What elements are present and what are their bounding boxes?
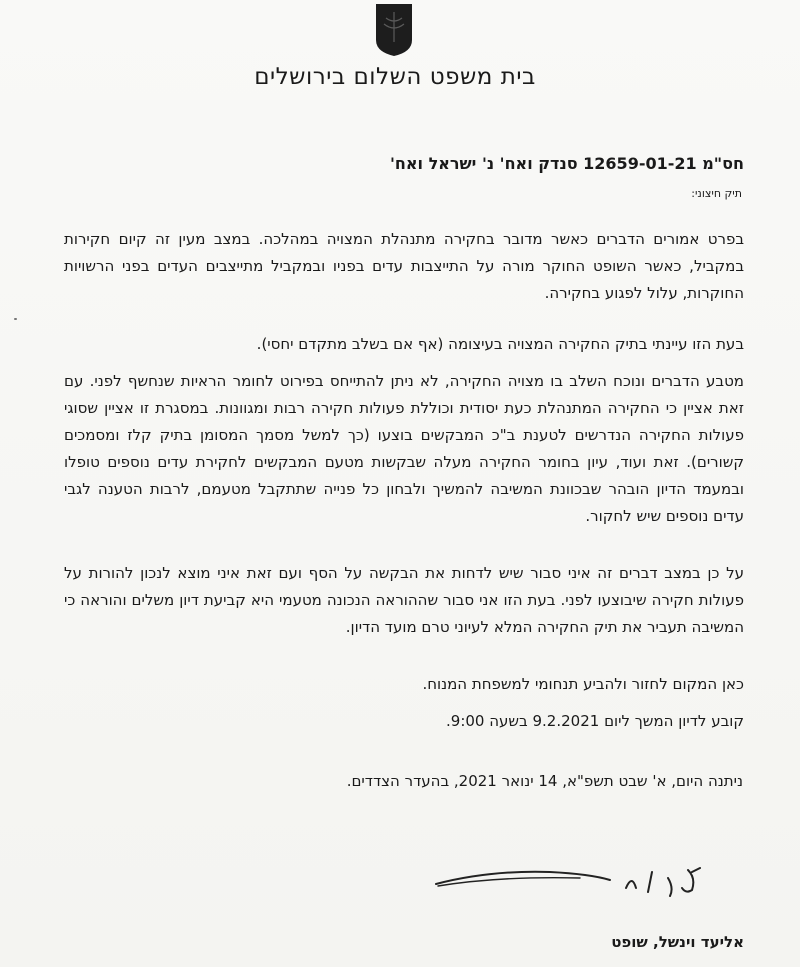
court-name: בית משפט השלום בירושלים	[254, 64, 536, 90]
paragraph-3: מטבע הדברים ונוכח השלב בו מצויה החקירה, לא ניתן להתייחס בפירוט לחומר הראיות שנחשף לפני. עם זאת אציין כי החקירה המתנהלת כעת יסודית וכוללת פעולות חקירה רבות ומגוונות. במסגרת זו אציין שסוגי פעולות החקירה הנדרשים לטענת ב"כ המבקשים בוצעו (כך למשל מסמך המסומן בתיק קלז ומסמכים קשורים). זאת ועוד, עיון בחומר החקירה מעלה שבקשות מטעם המבקשים לחקירת עדים נוספים טופלו ובמעמד הדיון הובהר שבכוונת המשיבה להמשיך ולבחון כל פנייה שתתקבל מטעמם, לרבות הטענה לגבי עדים נוספים שיש לחקור.	[64, 372, 744, 525]
judge-name: אליעד וינשל, שופט	[611, 933, 744, 951]
given-date-line: ניתנה היום, א' שבט תשפ"א, 14 ינואר 2021, בהעדר הצדדים.	[346, 772, 743, 790]
case-title: חס"מ 12659-01-21 סנדק ואח' נ' ישראל ואח'	[389, 154, 744, 173]
judge-signature	[430, 848, 720, 918]
paragraph-4: על כן במצב דברים זה איני סבור שיש לדחות את הבקשה על הסף ועם זאת איני מוצא לנכון להורות על פעולות חקירה שיבוצעו לפני. בעת הזו אני סבור שההוראה הנכונה מטעמי היא קביעת דיון משלים והוראה כי המשיבה תעביר את תיק החקירה המלא לעיוני טרם מועד הדיון.	[64, 564, 744, 636]
state-emblem-icon	[374, 2, 414, 58]
scan-speck	[14, 318, 17, 320]
external-file-label: תיק חיצוני:	[691, 187, 742, 200]
paragraph-5: כאן המקום לחזור ולהביע תנחומי למשפחת המנוח.	[422, 675, 744, 693]
paragraph-6: קובע לדיון המשך ליום 9.2.2021 בשעה 9:00.	[446, 712, 744, 730]
paragraph-1: בפרט אמורים הדברים כאשר מדובר בחקירה מתנהלת המצויה במהלכה. במצב מעין זה קיום חקירות במקביל, כאשר השופט החוקר מורה על התייצבות עדים בפניו ובמקביל מתייצבים העדים בפני הרשויות החוקרות, עלול לפגוע בחקירה.	[64, 230, 744, 302]
paragraph-2: בעת הזו עיינתי בתיק החקירה המצויה בעיצומה (אף אם בשלב מתקדם יחסי).	[256, 335, 744, 353]
